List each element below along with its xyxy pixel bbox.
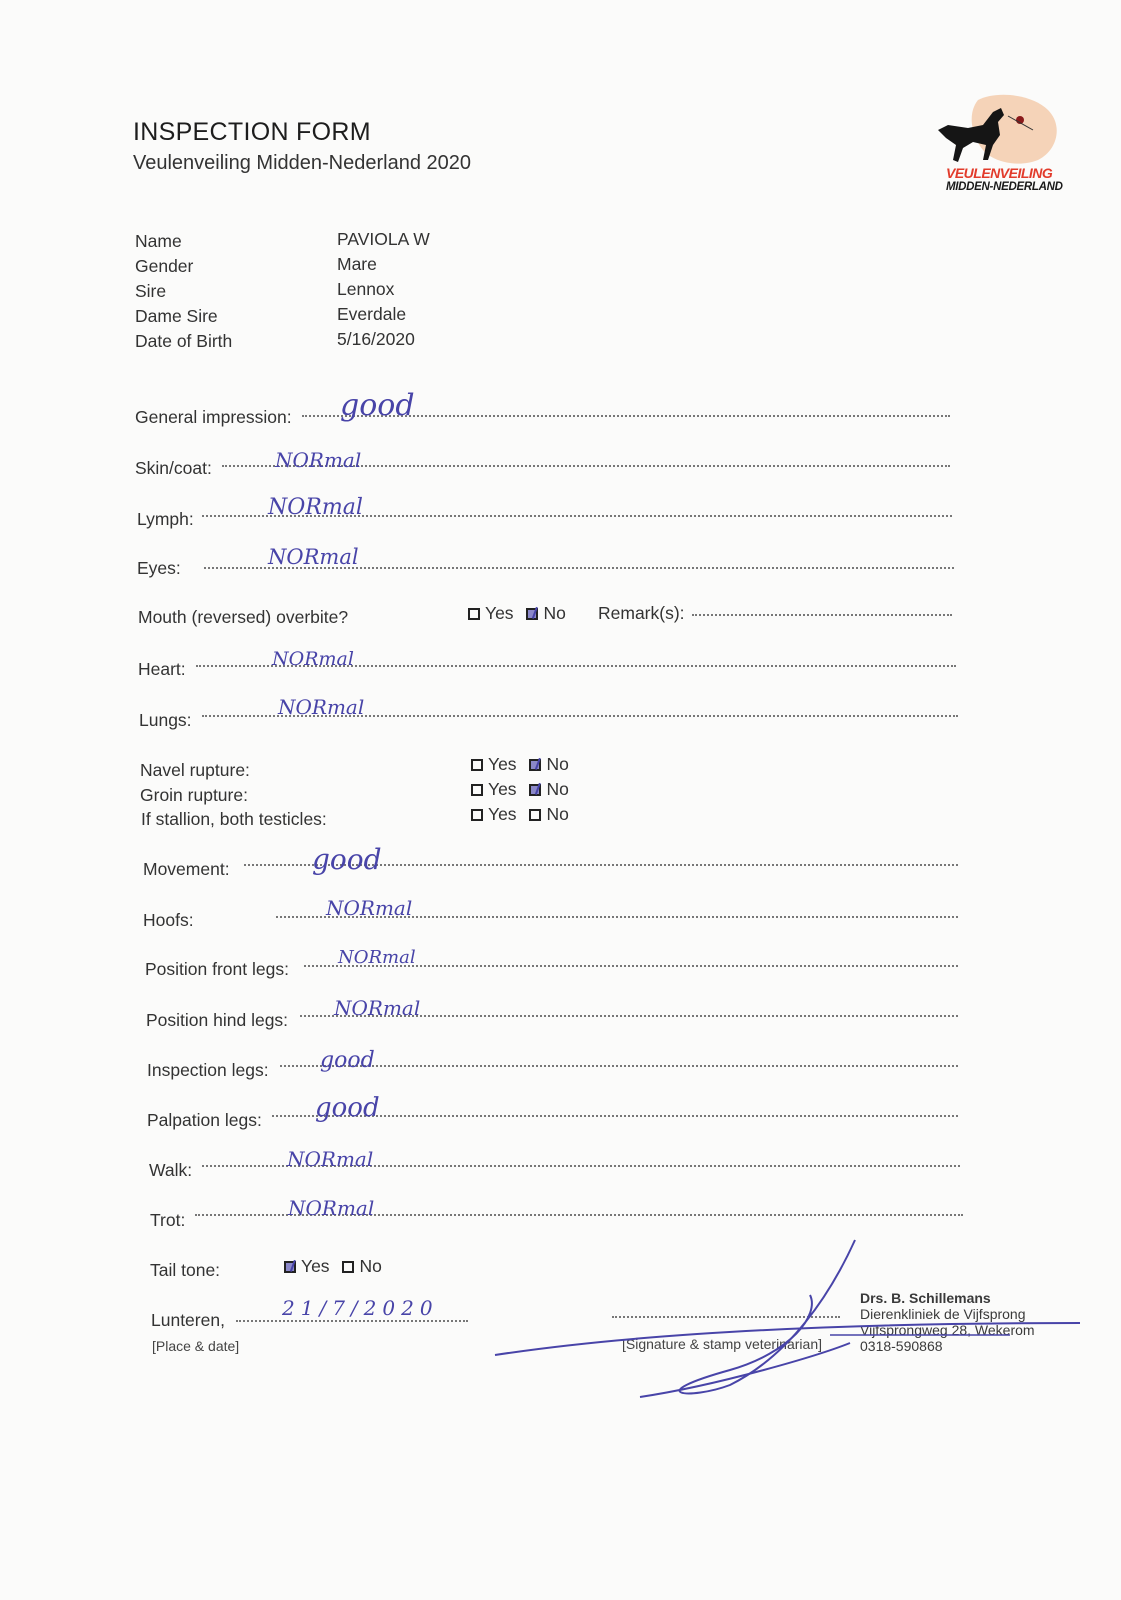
lymph-label: Lymph:: [137, 509, 194, 529]
vet-name: Drs. B. Schillemans: [860, 1290, 991, 1306]
signature-caption: [Signature & stamp veterinarian]: [622, 1336, 822, 1352]
general-impression-value[interactable]: good: [340, 388, 415, 423]
veterinarian-signature: [490, 1235, 1090, 1405]
general-impression-label: General impression:: [135, 407, 292, 427]
palpation-legs-value[interactable]: good: [315, 1093, 380, 1123]
tail-options: Yes No: [284, 1256, 390, 1277]
dame-sire-label: Dame Sire: [135, 306, 218, 326]
movement-label: Movement:: [143, 859, 230, 879]
walk-label: Walk:: [149, 1160, 193, 1180]
hoofs-label: Hoofs:: [143, 910, 194, 930]
name-value: PAVIOLA W: [337, 229, 430, 249]
testicles-yes-checkbox[interactable]: [471, 809, 483, 821]
groin-rupture-label: Groin rupture:: [140, 785, 248, 805]
heart-label: Heart:: [138, 659, 186, 679]
hind-legs-value[interactable]: NORmal: [334, 996, 421, 1020]
mouth-yes-checkbox[interactable]: [468, 608, 480, 620]
tail-no-checkbox[interactable]: [342, 1261, 354, 1273]
navel-rupture-label: Navel rupture:: [140, 760, 250, 780]
gender-label: Gender: [135, 256, 194, 276]
vet-clinic: Dierenkliniek de Vijfsprong: [860, 1306, 1026, 1322]
dob-value: 5/16/2020: [337, 329, 415, 349]
place-label: Lunteren,: [151, 1310, 225, 1330]
vet-phone: 0318-590868: [860, 1338, 943, 1354]
logo-text-line2: MIDDEN-NEDERLAND: [946, 181, 1063, 193]
lungs-label: Lungs:: [139, 710, 192, 730]
dob-label: Date of Birth: [135, 331, 233, 351]
gender-value: Mare: [337, 254, 377, 274]
place-date-caption: [Place & date]: [152, 1338, 240, 1354]
groin-no-checkbox[interactable]: [529, 784, 541, 796]
vet-address: Vijfsprongweg 28, Wekerom: [860, 1322, 1035, 1338]
name-label: Name: [135, 231, 182, 251]
testicles-label: If stallion, both testicles:: [141, 809, 327, 829]
eyes-label: Eyes:: [137, 558, 181, 578]
tail-yes-checkbox[interactable]: [284, 1261, 296, 1273]
palpation-legs-label: Palpation legs:: [147, 1110, 262, 1130]
testicles-options: Yes No: [471, 804, 577, 825]
inspection-legs-label: Inspection legs:: [147, 1060, 269, 1080]
tail-tone-label: Tail tone:: [150, 1260, 221, 1280]
front-legs-value[interactable]: NORmal: [338, 947, 416, 968]
navel-no-checkbox[interactable]: [529, 759, 541, 771]
hoofs-value[interactable]: NORmal: [326, 896, 413, 920]
form-subtitle: Veulenveiling Midden-Nederland 2020: [133, 152, 472, 174]
date-value[interactable]: 21/7/2020: [282, 1296, 439, 1320]
walk-value[interactable]: NORmal: [287, 1147, 374, 1171]
skin-coat-label: Skin/coat:: [135, 458, 212, 478]
mouth-yes-option[interactable]: Yes: [468, 603, 514, 623]
lungs-value[interactable]: NORmal: [278, 695, 365, 719]
mouth-no-checkbox[interactable]: [526, 608, 538, 620]
remarks-label: Remark(s):: [598, 603, 685, 623]
hind-legs-label: Position hind legs:: [146, 1010, 289, 1030]
trot-label: Trot:: [150, 1210, 186, 1230]
movement-value[interactable]: good: [312, 843, 382, 876]
form-title: INSPECTION FORM: [133, 118, 371, 146]
groin-yes-checkbox[interactable]: [471, 784, 483, 796]
trot-value[interactable]: NORmal: [288, 1196, 375, 1220]
heart-value[interactable]: NORmal: [272, 648, 354, 670]
mouth-options: [468, 603, 574, 624]
inspection-legs-value[interactable]: good: [320, 1048, 375, 1073]
navel-options: Yes No: [471, 754, 577, 775]
mouth-no-option[interactable]: No: [526, 603, 565, 623]
lymph-value[interactable]: NORmal: [268, 495, 363, 520]
logo-text-line1: VEULENVEILING: [946, 165, 1053, 181]
mouth-overbite-label: Mouth (reversed) overbite?: [138, 607, 349, 627]
groin-options: Yes No: [471, 779, 577, 800]
sire-value: Lennox: [337, 279, 395, 299]
front-legs-label: Position front legs:: [145, 959, 289, 979]
sire-label: Sire: [135, 281, 167, 301]
dame-sire-value: Everdale: [337, 304, 407, 324]
navel-yes-checkbox[interactable]: [471, 759, 483, 771]
testicles-no-checkbox[interactable]: [529, 809, 541, 821]
eyes-value[interactable]: NORmal: [268, 545, 359, 569]
skin-coat-value[interactable]: NORmal: [275, 448, 362, 472]
